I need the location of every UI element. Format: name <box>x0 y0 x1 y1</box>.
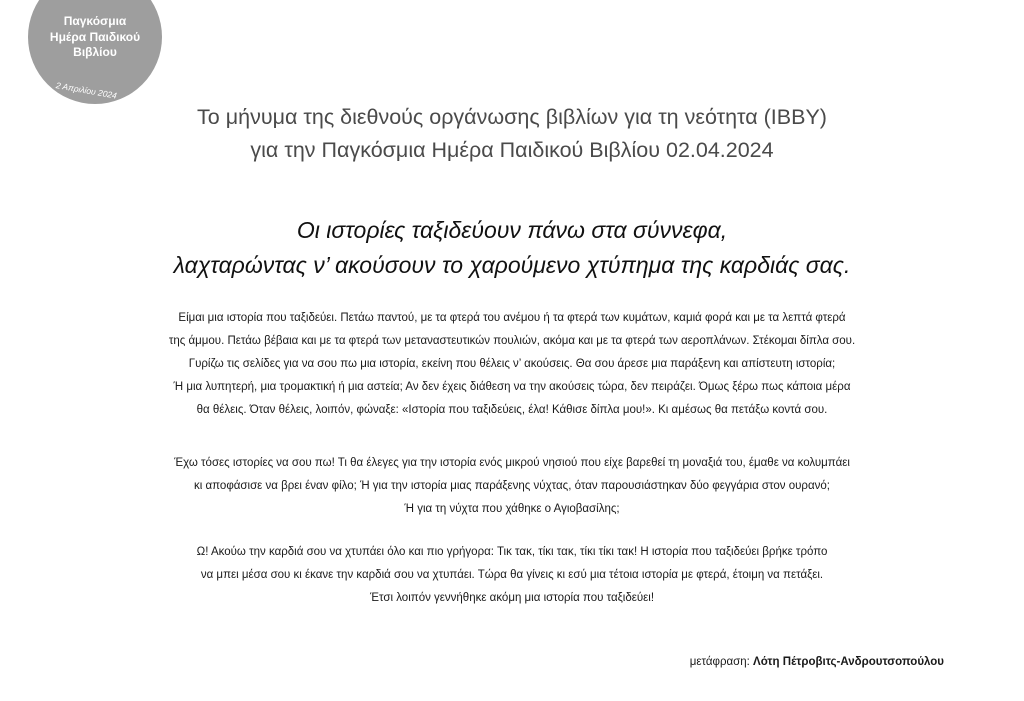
paragraph-2 <box>60 452 964 521</box>
paragraph-line: να μπει μέσα σου κι έκανε την καρδιά σου να χτυπάει. Τώρα θα γίνεις κι εσύ μια τέτοια ιστορία με φτερά, έτοιμη να πετάξει. <box>200 569 824 581</box>
motto <box>0 213 1024 283</box>
motto-line-2: λαχταρώντας ν’ ακούσουν το χαρούμενο χτύπημα της καρδιάς σας. <box>173 252 851 278</box>
document-header <box>0 101 1024 167</box>
paragraph-line: Ω! Ακούω την καρδιά σου να χτυπάει όλο και πιο γρήγορα: Τικ τακ, τίκι τακ, τίκι τίκι τακ! Η ιστορία που ταξιδεύει βρήκε τρόπο <box>196 546 828 558</box>
paragraph-1 <box>60 307 964 422</box>
event-badge <box>28 0 162 104</box>
paragraph-line: Έτσι λοιπόν γεννήθηκε ακόμη μια ιστορία που ταξιδεύει! <box>369 592 655 604</box>
translator-name: Λότη Πέτροβιτς-Ανδρουτσοπούλου <box>753 656 944 668</box>
paragraph-3 <box>60 541 964 610</box>
badge-title: Παγκόσμια Ημέρα Παιδικού Βιβλίου <box>49 14 141 59</box>
paragraph-line: Έχω τόσες ιστορίες να σου πω! Τι θα έλεγες για την ιστορία ενός μικρού νησιού που είχε βαρεθεί τη μοναξιά του, έμαθε να κολυμπάει <box>174 457 850 469</box>
paragraph-line: Γυρίζω τις σελίδες για να σου πω μια ιστορία, εκείνη που θέλεις ν’ ακούσεις. Θα σου άρεσε μια παράξενη και απίστευτη ιστορία; <box>188 358 836 370</box>
paragraph-line: Ή μια λυπητερή, μια τρομακτική ή μια αστεία; Αν δεν έχεις διάθεση να την ακούσεις τώρα, δεν πειράζει. Όμως ξέρω πως κάποια μέρα <box>173 381 851 393</box>
motto-line-1: Οι ιστορίες ταξιδεύουν πάνω στα σύννεφα, <box>296 217 728 243</box>
paragraph-line: κι αποφάσισε να βρει έναν φίλο; Ή για την ιστορία μιας παράξενης νύχτας, όταν παρουσιάστηκαν δύο φεγγάρια στον ουρανό; <box>194 480 830 492</box>
paragraph-line: Είμαι μια ιστορία που ταξιδεύει. Πετάω παντού, με τα φτερά του ανέμου ή τα φτερά των κυμάτων, καμιά φορά και με τα λεπτά φτερά <box>178 312 846 324</box>
translation-credit <box>690 656 944 668</box>
header-line-2: για την Παγκόσμια Ημέρα Παιδικού Βιβλίου 02.04.2024 <box>250 138 774 162</box>
badge-date: 2 Απριλίου 2024 <box>55 80 118 101</box>
credit-label: μετάφραση: <box>689 656 750 668</box>
paragraph-line: Ή για τη νύχτα που χάθηκε ο Αγιοβασίλης; <box>404 503 620 515</box>
paragraph-line: θα θέλεις. Όταν θέλεις, λοιπόν, φώναξε: «Ιστορία που ταξιδεύεις, έλα! Κάθισε δίπλα μου!». Κι αμέσως θα πετάξω κοντά σου. <box>196 404 828 416</box>
header-line-1: Το μήνυμα της διεθνούς οργάνωσης βιβλίων για τη νεότητα (IBBY) <box>197 105 827 129</box>
paragraph-line: της άμμου. Πετάω βέβαια και με τα φτερά των μεταναστευτικών πουλιών, ακόμα και με τα φτερά των αεροπλάνων. Στέκομαι δίπλα σου. <box>168 335 856 347</box>
